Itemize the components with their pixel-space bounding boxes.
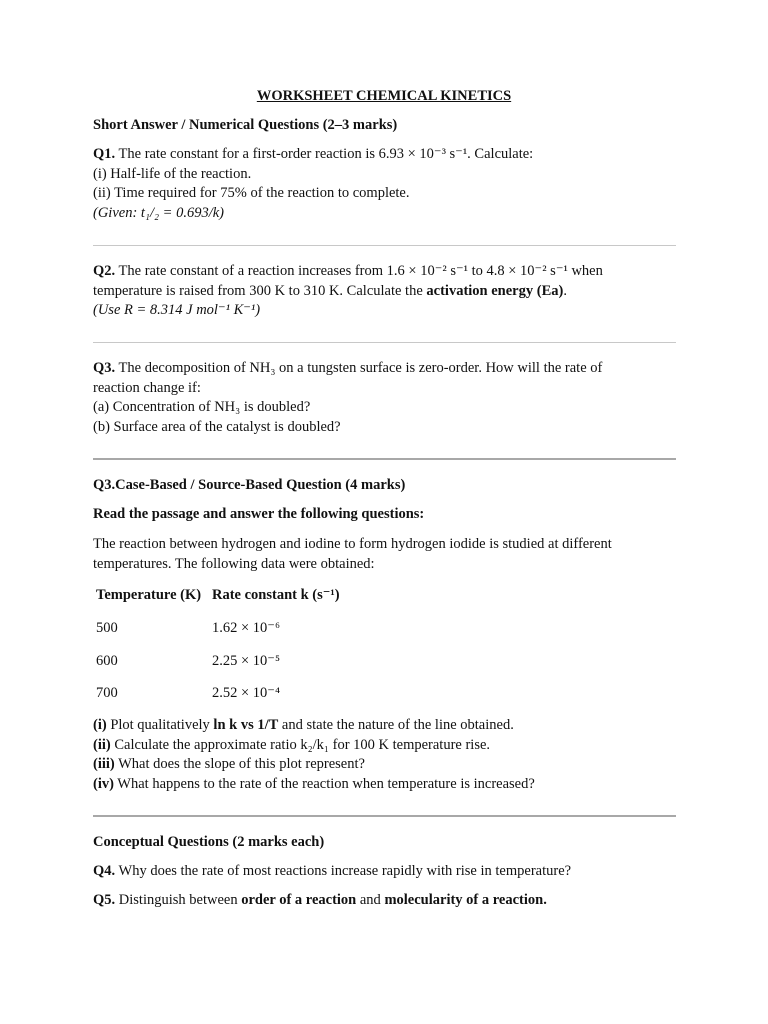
question-5	[93, 891, 676, 911]
case-sub-ii	[93, 736, 676, 756]
q2-line2-end: .	[563, 282, 567, 299]
q5-molecularity-term: molecularity of a reaction.	[384, 892, 547, 908]
case-instruction: Read the passage and answer the following questions:	[93, 506, 425, 522]
q4-text: Why does the rate of most reactions increase rapidly with rise in temperature?	[115, 863, 572, 879]
table-header-rate-constant: Rate constant k (s⁻¹)	[212, 587, 340, 603]
q3-item-b: (b) Surface area of the catalyst is doubled?	[93, 418, 341, 435]
case-passage-line-1: The reaction between hydrogen and iodine to form hydrogen iodide is studied at different	[93, 536, 612, 552]
q5-label: Q5.	[93, 892, 116, 908]
case-passage	[93, 535, 676, 574]
q2-line1: The rate constant of a reaction increases from 1.6 × 10⁻² s⁻¹ to 4.8 × 10⁻² s⁻¹ when	[118, 263, 603, 279]
table-row	[96, 684, 496, 704]
q3-item-a: (a) Concentration of NH₃ is doubled?	[93, 399, 311, 415]
case-sub-iii	[93, 755, 676, 775]
q2-given: (Use R = 8.314 J mol⁻¹ K⁻¹)	[93, 302, 261, 318]
q5-text: Distinguish between	[115, 892, 242, 908]
table-cell-rate: 2.25 × 10⁻⁵	[212, 653, 281, 669]
table-cell-rate: 1.62 × 10⁻⁶	[212, 620, 281, 636]
q4-label: Q4.	[93, 863, 116, 879]
case-sub-iv	[93, 775, 676, 795]
q2-line2-text: temperature is raised from 300 K to 310 K. Calculate the	[93, 282, 427, 299]
case-subquestions	[93, 716, 676, 794]
sub-bold-text: ln k vs 1/T	[213, 717, 279, 733]
sub-label: (iii)	[93, 756, 115, 772]
section-heading-conceptual: Conceptual Questions (2 marks each)	[93, 834, 325, 850]
q3-line1: The decomposition of NH₃ on a tungsten surface is zero-order. How will the rate of	[118, 360, 603, 376]
divider	[93, 815, 676, 817]
q1-item-1: (i) Half-life of the reaction.	[93, 165, 252, 182]
sub-text: and state the nature of the line obtained.	[278, 717, 514, 733]
table-cell-temperature: 500	[96, 620, 118, 636]
question-3	[93, 359, 676, 437]
divider	[93, 342, 676, 343]
table-row	[96, 619, 496, 639]
question-1	[93, 145, 676, 223]
sub-text: What does the slope of this plot represent?	[114, 756, 365, 772]
sub-label: (ii)	[93, 736, 111, 753]
case-heading: Q3.Case-Based / Source-Based Question (4 marks)	[93, 477, 406, 493]
q2-label: Q2.	[93, 263, 116, 279]
q3-line2: reaction change if:	[93, 379, 201, 396]
q1-item-2: (ii) Time required for 75% of the reaction to complete.	[93, 185, 410, 201]
q1-text: The rate constant for a first-order reaction is 6.93 × 10⁻³ s⁻¹. Calculate:	[118, 146, 534, 162]
sub-text: Calculate the approximate ratio k₂/k₁ for 100 K temperature rise.	[110, 736, 491, 753]
divider	[93, 245, 676, 246]
sub-label: (iv)	[93, 775, 114, 792]
sub-text: Plot qualitatively	[106, 717, 214, 733]
sub-text: What happens to the rate of the reaction when temperature is increased?	[113, 775, 535, 792]
question-4	[93, 862, 676, 882]
section-heading-short-answer: Short Answer / Numerical Questions (2–3 marks)	[93, 117, 398, 133]
table-row	[96, 652, 496, 672]
table-cell-temperature: 700	[96, 685, 118, 701]
case-sub-i	[93, 716, 676, 736]
table-cell-rate: 2.52 × 10⁻⁴	[212, 685, 281, 701]
sub-label: (i)	[93, 717, 107, 733]
divider	[93, 458, 676, 460]
q1-label: Q1.	[93, 146, 116, 162]
q2-activation-energy: activation energy (Ea)	[426, 282, 564, 299]
q5-order-term: order of a reaction	[241, 892, 357, 908]
q5-text: and	[356, 892, 385, 908]
table-header-temperature: Temperature (K)	[96, 587, 202, 603]
table-header-row	[96, 586, 496, 606]
question-2	[93, 262, 676, 321]
q3-label: Q3.	[93, 360, 116, 376]
page-title: WORKSHEET CHEMICAL KINETICS	[256, 88, 512, 104]
table-cell-temperature: 600	[96, 653, 118, 669]
case-passage-line-2: temperatures. The following data were obtained:	[93, 555, 375, 572]
q1-given: (Given: t₁/₂ = 0.693/k)	[93, 204, 224, 221]
